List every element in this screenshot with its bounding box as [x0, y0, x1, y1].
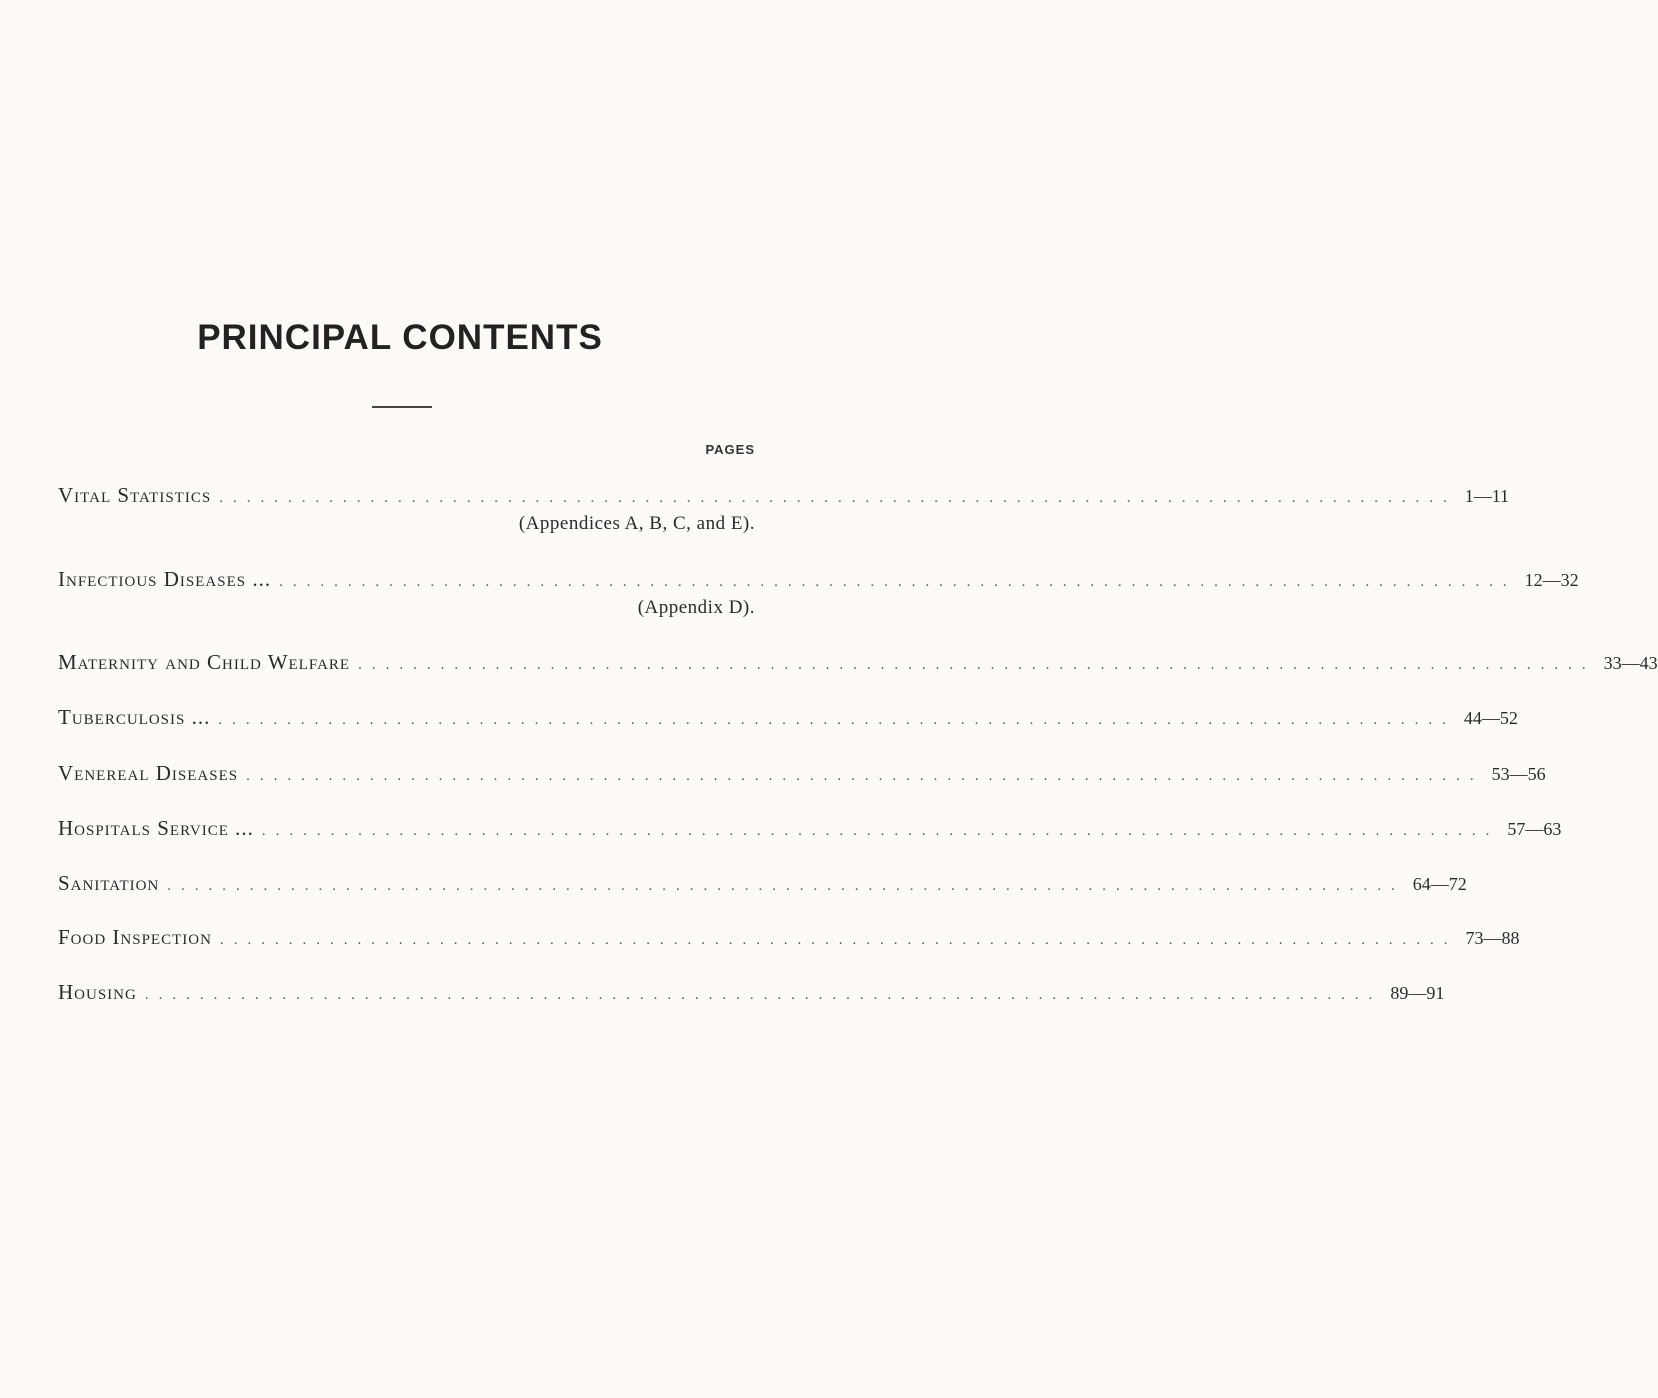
toc-entry-pages: 12—32: [1524, 570, 1579, 590]
dot-leader: ..........................................................................................: [167, 878, 1405, 894]
toc-entry-maternity[interactable]: [58, 650, 1658, 676]
toc-entry-food-inspection[interactable]: [58, 925, 1520, 951]
dot-leader: ..........................................................................................: [218, 712, 1456, 728]
dot-leader: ..........................................................................................: [246, 768, 1484, 784]
dot-leader: ..........................................................................................: [358, 657, 1596, 673]
title-divider: [372, 406, 432, 408]
pages-column-header: PAGES: [705, 442, 755, 457]
dot-leader: ..........................................................................................: [144, 987, 1383, 1003]
toc-entry-pages: 89—91: [1390, 983, 1445, 1003]
toc-entry-venereal-diseases[interactable]: [58, 761, 1546, 787]
toc-entry-note: (Appendices A, B, C, and E).: [518, 513, 755, 534]
toc-entry-pages: 57—63: [1507, 819, 1562, 839]
toc-entry-housing[interactable]: [58, 980, 1445, 1006]
toc-entry-label: Venereal Diseases: [58, 761, 239, 785]
page-title: PRINCIPAL CONTENTS: [197, 318, 603, 357]
toc-entry-label: Sanitation: [58, 871, 160, 895]
dot-leader: ..........................................................................................: [279, 574, 1517, 590]
dot-leader: ..........................................................................................: [219, 490, 1457, 506]
toc-entry-pages: 64—72: [1412, 874, 1467, 894]
toc-entry-label: Hospitals Service ...: [58, 816, 254, 840]
toc-entry-sanitation[interactable]: [58, 871, 1467, 897]
toc-entry-pages: 44—52: [1463, 708, 1518, 728]
toc-entry-label: Tuberculosis ...: [58, 705, 211, 729]
toc-entry-infectious-diseases[interactable]: [58, 567, 1579, 593]
toc-entry-label: Infectious Diseases ...: [58, 567, 272, 591]
toc-entry-pages: 53—56: [1491, 764, 1546, 784]
dot-leader: ..........................................................................................: [261, 823, 1500, 839]
toc-entry-label: Housing: [58, 980, 137, 1004]
toc-entry-note: (Appendix D).: [637, 597, 755, 618]
toc-entry-tuberculosis[interactable]: [58, 705, 1518, 731]
toc-entry-vital-statistics[interactable]: [58, 483, 1510, 509]
dot-leader: ..........................................................................................: [219, 932, 1458, 948]
toc-entry-label: Maternity and Child Welfare: [58, 650, 351, 674]
toc-entry-label: Food Inspection: [58, 925, 212, 949]
toc-entry-hospitals-service[interactable]: [58, 816, 1562, 842]
toc-entry-pages: 33—43: [1603, 653, 1658, 673]
toc-entry-pages: 73—88: [1465, 928, 1520, 948]
toc-entry-pages: 1—11: [1464, 486, 1510, 506]
toc-entry-label: Vital Statistics: [58, 483, 212, 507]
